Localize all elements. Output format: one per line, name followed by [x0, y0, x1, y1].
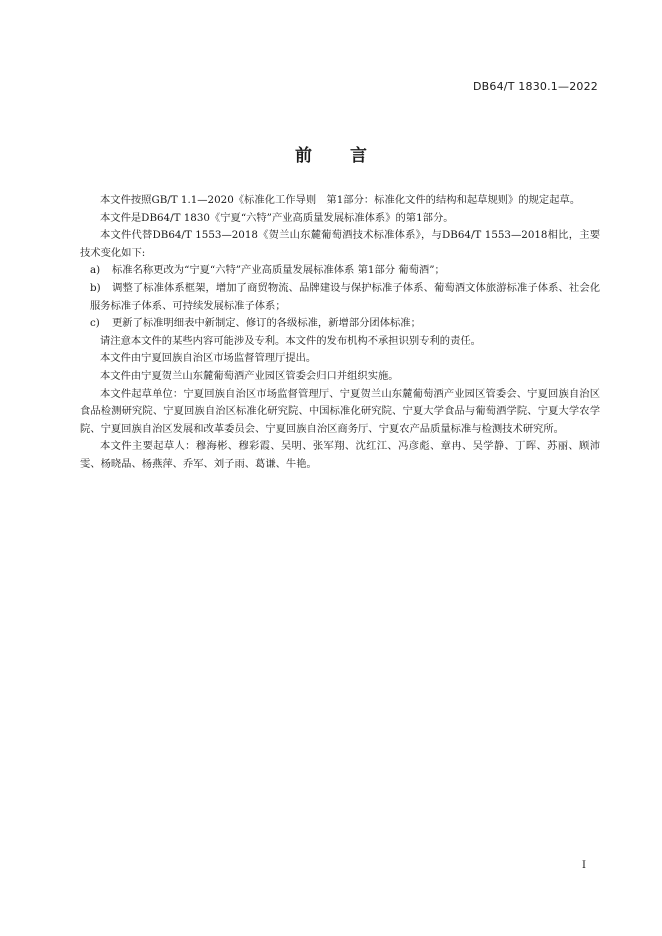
title-char-1: 前 [295, 146, 312, 166]
title-char-2: 言 [350, 146, 367, 166]
paragraph-administrator: 本文件由宁夏贺兰山东麓葡萄酒产业园区管委会归口并组织实施。 [100, 369, 399, 382]
list-item [80, 315, 600, 333]
paragraph-replacement: 本文件代替DB64/T 1553—2018《贺兰山东麓葡萄酒技术标准体系》，与DB64/T 1553—2018相比，主要技术变化如下: [80, 229, 600, 259]
page-title [0, 141, 662, 166]
paragraph-drafting-basis: 本文件按照GB/T 1.1—2020《标准化工作导则 第1部分：标准化文件的结构和起草规则》的规定起草。 [100, 194, 581, 206]
page-number: I [582, 860, 586, 871]
paragraph-part-statement: 本文件是DB64/T 1830《宁夏“六特”产业高质量发展标准体系》的第1部分。 [100, 211, 454, 224]
list-item [80, 262, 600, 280]
list-item-marker: b) [90, 281, 101, 294]
list-item-text: 更新了标准明细表中新制定、修订的各级标准，新增部分团体标准； [112, 317, 421, 330]
foreword-body [80, 192, 600, 474]
list-item-text: 调整了标准体系框架，增加了商贸物流、品牌建设与保护标准子体系、葡萄酒文体旅游标准子体系、社会化服务标准子体系、可持续发展标准子体系； [90, 281, 600, 312]
paragraph-drafters: 本文件主要起草人：穆海彬、穆彩霞、吴明、张军翔、沈红江、冯彦彪、章冉、吴学静、丁晖、苏丽、顾沛雯、杨晓晶、杨燕萍、乔军、刘子雨、葛谦、牛艳。 [80, 440, 600, 470]
list-item-marker: c) [90, 317, 100, 330]
list-item-marker: a) [90, 264, 101, 277]
document-code: DB64/T 1830.1—2022 [472, 80, 598, 93]
paragraph-proposer: 本文件由宁夏回族自治区市场监督管理厅提出。 [100, 352, 317, 365]
paragraph-drafting-units: 本文件起草单位：宁夏回族自治区市场监督管理厅、宁夏贺兰山东麓葡萄酒产业园区管委会、宁夏回族自治区食品检测研究院、宁夏回族自治区标准化研究院、中国标准化研究院、宁夏大学食品与葡萄酒学院、宁夏大学农学院、宁夏回族自治区发展和改革委员会、宁夏回族自治区商务厅、宁夏农产品质量标准与检测技术研究所。 [80, 387, 600, 435]
list-item [80, 280, 600, 315]
list-item-text: 标准名称更改为“宁夏“六特”产业高质量发展标准体系 第1部分 葡萄酒”； [112, 264, 445, 277]
paragraph-patent-notice: 请注意本文件的某些内容可能涉及专利。本文件的发布机构不承担识别专利的责任。 [100, 334, 481, 347]
